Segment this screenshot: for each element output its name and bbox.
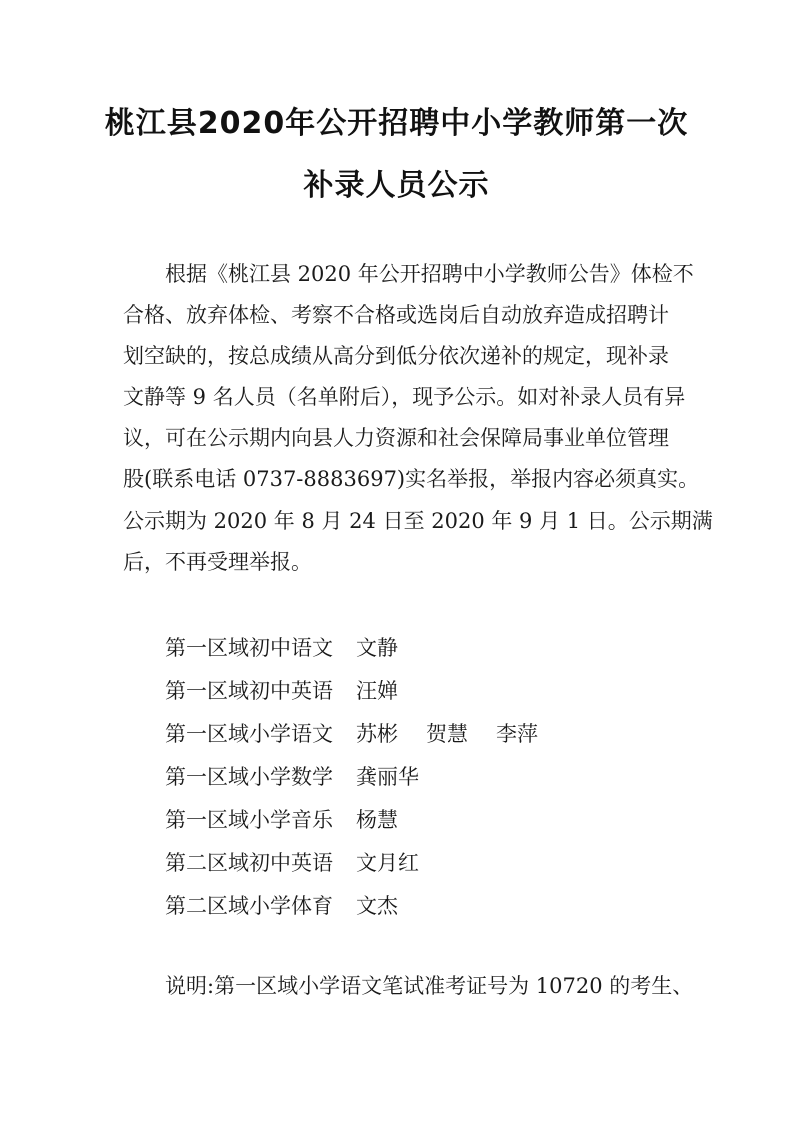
- document-title: 桃江县2020年公开招聘中小学教师第一次: [104, 106, 689, 141]
- list-names: [356, 847, 447, 877]
- person-name: 李萍: [496, 722, 538, 746]
- paragraph-line: 文静等 9 名人员（名单附后），现予公示。如对补录人员有异: [123, 385, 686, 409]
- person-name: 龚丽华: [356, 765, 419, 789]
- list-names: [356, 632, 426, 662]
- list-names: [356, 761, 447, 791]
- list-category: 第一区域小学音乐: [165, 808, 333, 832]
- paragraph-line: 合格、放弃体检、考察不合格或选岗后自动放弃造成招聘计: [123, 303, 669, 327]
- list-category: 第一区域小学数学: [165, 765, 333, 789]
- list-category: 第一区域小学语文: [165, 722, 333, 746]
- list-names: [356, 890, 426, 920]
- person-name: 贺慧: [426, 722, 468, 746]
- paragraph-line: 后，不再受理举报。: [123, 550, 312, 574]
- list-category: 第二区域初中英语: [165, 851, 333, 875]
- paragraph-line: 公示期为 2020 年 8 月 24 日至 2020 年 9 月 1 日。公示期满: [123, 509, 713, 533]
- person-name: 文杰: [356, 894, 398, 918]
- document-subtitle: 补录人员公示: [303, 168, 490, 203]
- list-category: 第二区域小学体育: [165, 894, 333, 918]
- list-category: 第一区域初中语文: [165, 636, 333, 660]
- paragraph-line: 股(联系电话 0737-8883697)实名举报，举报内容必须真实。: [123, 467, 700, 491]
- person-name: 苏彬: [356, 722, 398, 746]
- list-names: [356, 718, 566, 748]
- list-names: [356, 804, 426, 834]
- person-name: 文月红: [356, 851, 419, 875]
- person-name: 杨慧: [356, 808, 398, 832]
- person-name: 汪婵: [356, 679, 398, 703]
- list-names: [356, 675, 426, 705]
- list-category: 第一区域初中英语: [165, 679, 333, 703]
- paragraph-line: 根据《桃江县 2020 年公开招聘中小学教师公告》体检不: [165, 262, 694, 286]
- paragraph-line: 议，可在公示期内向县人力资源和社会保障局事业单位管理: [123, 426, 669, 450]
- paragraph-line: 划空缺的，按总成绩从高分到低分依次递补的规定，现补录: [123, 344, 669, 368]
- person-name: 文静: [356, 636, 398, 660]
- note-text: 说明:第一区域小学语文笔试准考证号为 10720 的考生、: [165, 974, 694, 998]
